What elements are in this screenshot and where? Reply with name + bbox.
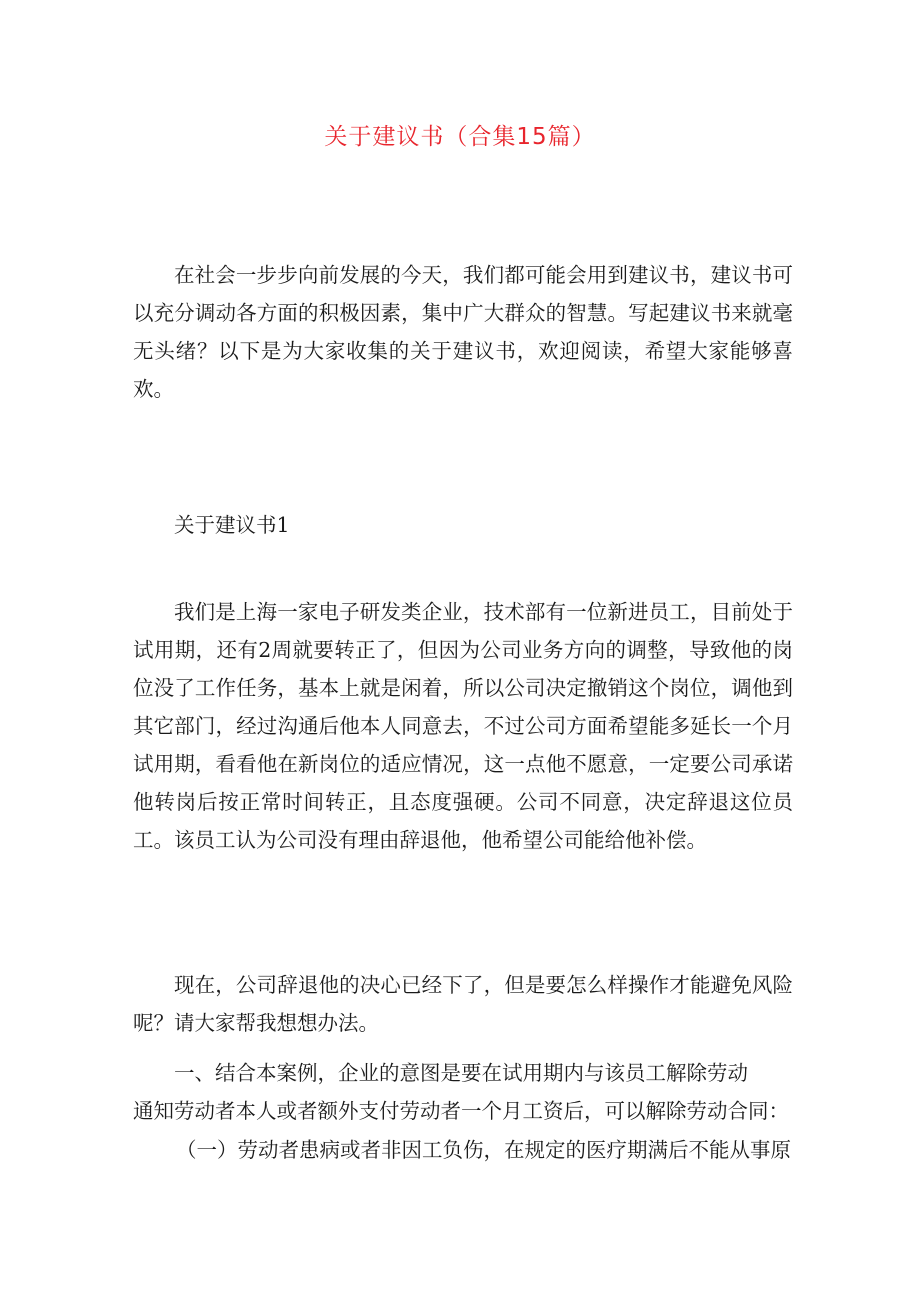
question-paragraph: 现在，公司辞退他的决心已经下了，但是要怎么样操作才能避免风险呢？请大家帮我想想办法。	[133, 973, 793, 1035]
point-one-paragraph: 一、结合本案例，企业的意图是要在试用期内与该员工解除劳动	[174, 1061, 748, 1085]
intro-paragraph: 在社会一步步向前发展的今天，我们都可能会用到建议书，建议书可以充分调动各方面的积极因素，集中广大群众的智慧。写起建议书来就毫无头绪？以下是为大家收集的关于建议书，欢迎阅读，希望大家能够喜欢。	[133, 263, 793, 401]
item-one-line: （一）劳动者患病或者非因工负伤，在规定的医疗期满后不能从事原	[176, 1138, 791, 1162]
notice-line: 通知劳动者本人或者额外支付劳动者一个月工资后，可以解除劳动合同：	[133, 1099, 789, 1123]
section-heading: 关于建议书1	[174, 513, 290, 537]
case-paragraph: 我们是上海一家电子研发类企业，技术部有一位新进员工，目前处于试用期，还有2周就要转正了，但因为公司业务方向的调整，导致他的岗位没了工作任务，基本上就是闲着，所以公司决定撤销这个岗位，调他到其它部门，经过沟通后他本人同意去，不过公司方面希望能多延长一个月试用期，看看他在新岗位的适应情况，这一点他不愿意，一定要公司承诺他转岗后按正常时间转正，且态度强硬。公司不同意，决定辞退这位员工。该员工认为公司没有理由辞退他，他希望公司能给他补偿。	[133, 600, 793, 852]
document-title: 关于建议书（合集15篇）	[324, 124, 596, 150]
